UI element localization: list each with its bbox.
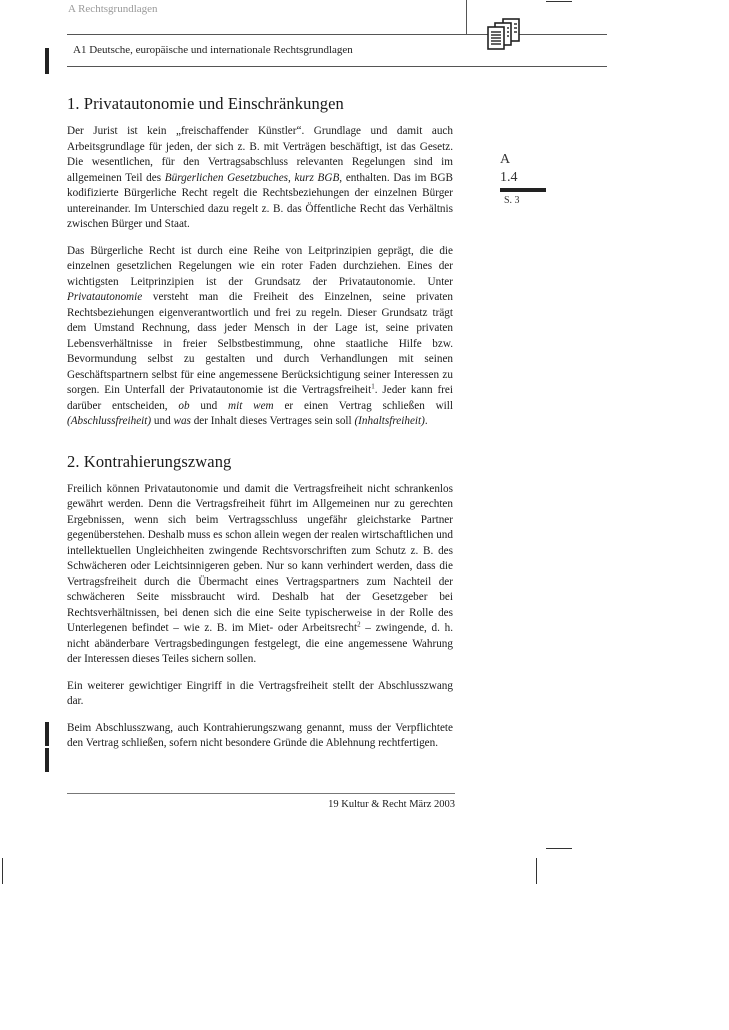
main-content — [67, 94, 453, 763]
heading-privatautonomie: 1. Privatautonomie und Einschränkungen — [67, 94, 344, 113]
text-run: . — [424, 415, 428, 427]
text-run: und — [189, 399, 229, 412]
change-bar-upper — [45, 722, 49, 746]
emphasis-text: was — [173, 415, 191, 427]
text-run: Freilich können Privatautonomie und damit die Vertragsfreiheit nicht schrankenlos gewährt werden. Denn die Vertragsfreiheit führt im Allgemeinen nur zu gerechten Ergebnissen, wenn sich beim Vertragsschluss ungefähr gleichstarke Partner gegenüberstehen. Deshalb muss es schon allein wegen der realen wirtschaftlichen und intellektuellen Ungleichheiten zwingende Rechtsvorschriften zum Schutz z. B. des Schwächeren oder Leichtsinnigeren geben. Nur so kann verhindert werden, dass die Vertragsfreiheit durch die Übermacht eines Vertragspartners zum Nachteil der schwächeren Seite missbraucht wird. Deshalb hat der Gesetzgeber bei Rechtsverhältnissen, bei denen sich die eine Seite typischerweise in der Rolle des Unterlegenen befindet – wie z. B. im Miet- oder Arbeitsrecht — [67, 482, 453, 634]
text-run: Das Bürgerliche Recht ist durch eine Reihe von Leitprinzipien geprägt, die die einzelnen gesetzlichen Regelungen wie ein roter Faden durchziehen. Eines der wichtigsten Leitprinzipien ist der Grundsatz der Privatautonomie. Unter — [67, 244, 453, 288]
margin-section-number: 1.4 — [500, 170, 518, 185]
header-rule-top — [67, 34, 607, 35]
change-bar-lower — [45, 748, 49, 772]
margin-page-number: S. 3 — [504, 195, 520, 206]
paragraph-2 — [67, 244, 453, 430]
margin-section-tag — [500, 152, 548, 207]
crop-mark-bottom-left-v — [2, 858, 3, 884]
corner-mark-top — [546, 1, 572, 2]
margin-bar — [500, 188, 546, 192]
stacked-documents-icon — [487, 18, 523, 50]
header-vertical-rule — [466, 0, 467, 34]
text-run: versteht man die Freiheit des Einzelnen, seine privaten Rechtsbeziehungen eigenverantwortlich und frei zu regeln. Dieser Grundsatz trägt dem Umstand Rechnung, dass jeder Mensch in der Lage ist, seine privaten Lebensverhältnisse in freier Selbstbestimmung, ohne staatliche Hilfe bzw. Bevormundung selbst zu gestalten und durch Verhandlungen mit seinen Geschäftspartnern selbst für eine angemessene Berücksichtigung seiner Interessen zu sorgen. Ein Unterfall der Privatautonomie ist die Vertragsfreiheit — [67, 291, 453, 396]
footer-source: 19 Kultur & Recht März 2003 — [328, 799, 455, 810]
paragraph-1 — [67, 124, 453, 233]
header-marker-bar — [45, 48, 49, 74]
text-run: Beim Abschlusszwang, auch Kontrahierungszwang genannt, muss der Verpflichtete den Vertrag schließen, sofern nicht besondere Gründe die Ablehnung rechtfertigen. — [67, 721, 453, 749]
chapter-header: A Rechtsgrundlagen — [68, 3, 158, 15]
emphasis-text: ob — [178, 399, 190, 412]
paragraph-3 — [67, 482, 453, 668]
text-run: – zwingende, d. h. nicht abänderbare Vertragsbedingungen festgelegt, die eine angemessene Wahrung der Interessen dieses Teiles sichern sollen. — [67, 622, 453, 665]
footnote-ref[interactable]: 2 — [357, 620, 361, 629]
text-run: und — [151, 415, 174, 427]
emphasis-text: mit wem — [228, 399, 274, 412]
text-run: der Inhalt dieses Vertrages sein soll — [190, 415, 355, 427]
text-run: enthalten. Das im BGB kodifizierte Bürgerliche Recht regelt die Rechtsbeziehungen der einzelnen Bürger untereinander. Im Unterschied dazu regelt z. B. das Öffentliche Recht das Verhältnis zwischen Bürger und Staat. — [67, 171, 453, 230]
footer-rule — [67, 793, 455, 794]
paragraph-4 — [67, 679, 453, 710]
heading-kontrahierungszwang: 2. Kontrahierungszwang — [67, 451, 232, 471]
emphasis-text: Privatautonomie — [67, 291, 143, 303]
header-rule-bottom — [67, 66, 607, 67]
text-run: Ein weiterer gewichtiger Eingriff in die Vertragsfreiheit stellt der Abschlusszwang dar. — [67, 679, 453, 707]
crop-mark-bottom-right-v — [536, 858, 537, 884]
text-run: er einen Vertrag schließen will — [273, 399, 454, 412]
text-run: . Jeder kann frei darüber entscheiden, — [67, 384, 453, 412]
emphasis-text: Bürgerlichen Gesetzbuches, kurz BGB, — [164, 171, 343, 184]
text-run: Der Jurist ist kein „freischaffender Künstler“. Grundlage und damit auch Arbeitsgrundlage für jeden, der sich z. B. mit Verträgen beschäftigt, ist das Gesetz. Die wesentlichen, für den Vertragsabschluss relevanten Regelungen sind im allgemeinen Teil des — [67, 125, 453, 184]
margin-letter: A — [500, 152, 511, 167]
emphasis-text: (Abschlussfreiheit) — [67, 415, 152, 427]
crop-mark-bottom-right-h — [546, 848, 572, 849]
section-header: A1 Deutsche, europäische und internationale Rechtsgrundlagen — [73, 44, 353, 56]
footnote-ref[interactable]: 1 — [371, 382, 375, 391]
emphasis-text: (Inhaltsfreiheit) — [354, 415, 425, 427]
paragraph-5 — [67, 721, 453, 752]
